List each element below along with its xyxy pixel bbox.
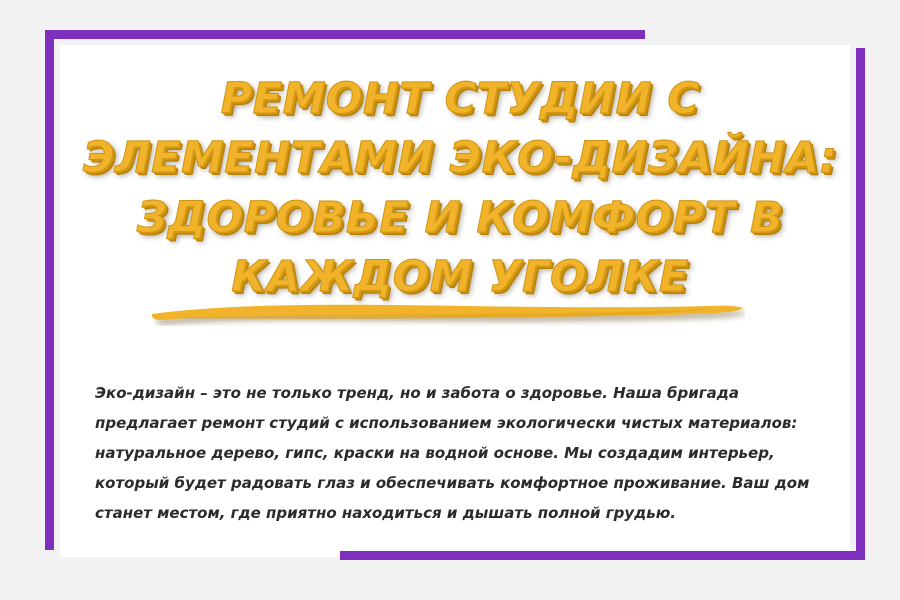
title-block <box>80 70 840 307</box>
brush-underline-icon <box>150 300 745 326</box>
body-block <box>95 378 815 528</box>
page-title: РЕМОНТ СТУДИИ С ЭЛЕМЕНТАМИ ЭКО-ДИЗАЙНА: ЗДОРОВЬЕ И КОМФОРТ В КАЖДОМ УГОЛКЕ <box>82 74 838 302</box>
body-paragraph: Эко-дизайн – это не только тренд, но и забота о здоровье. Наша бригада предлагает ремонт студий с использованием экологически чистых материалов: натуральное дерево, гипс, краски на водной основе. Мы создадим интерьер, который будет радовать глаз и обеспечивать комфортное проживание. Ваш дом станет местом, где приятно находиться и дышать полной грудью. <box>95 384 810 522</box>
